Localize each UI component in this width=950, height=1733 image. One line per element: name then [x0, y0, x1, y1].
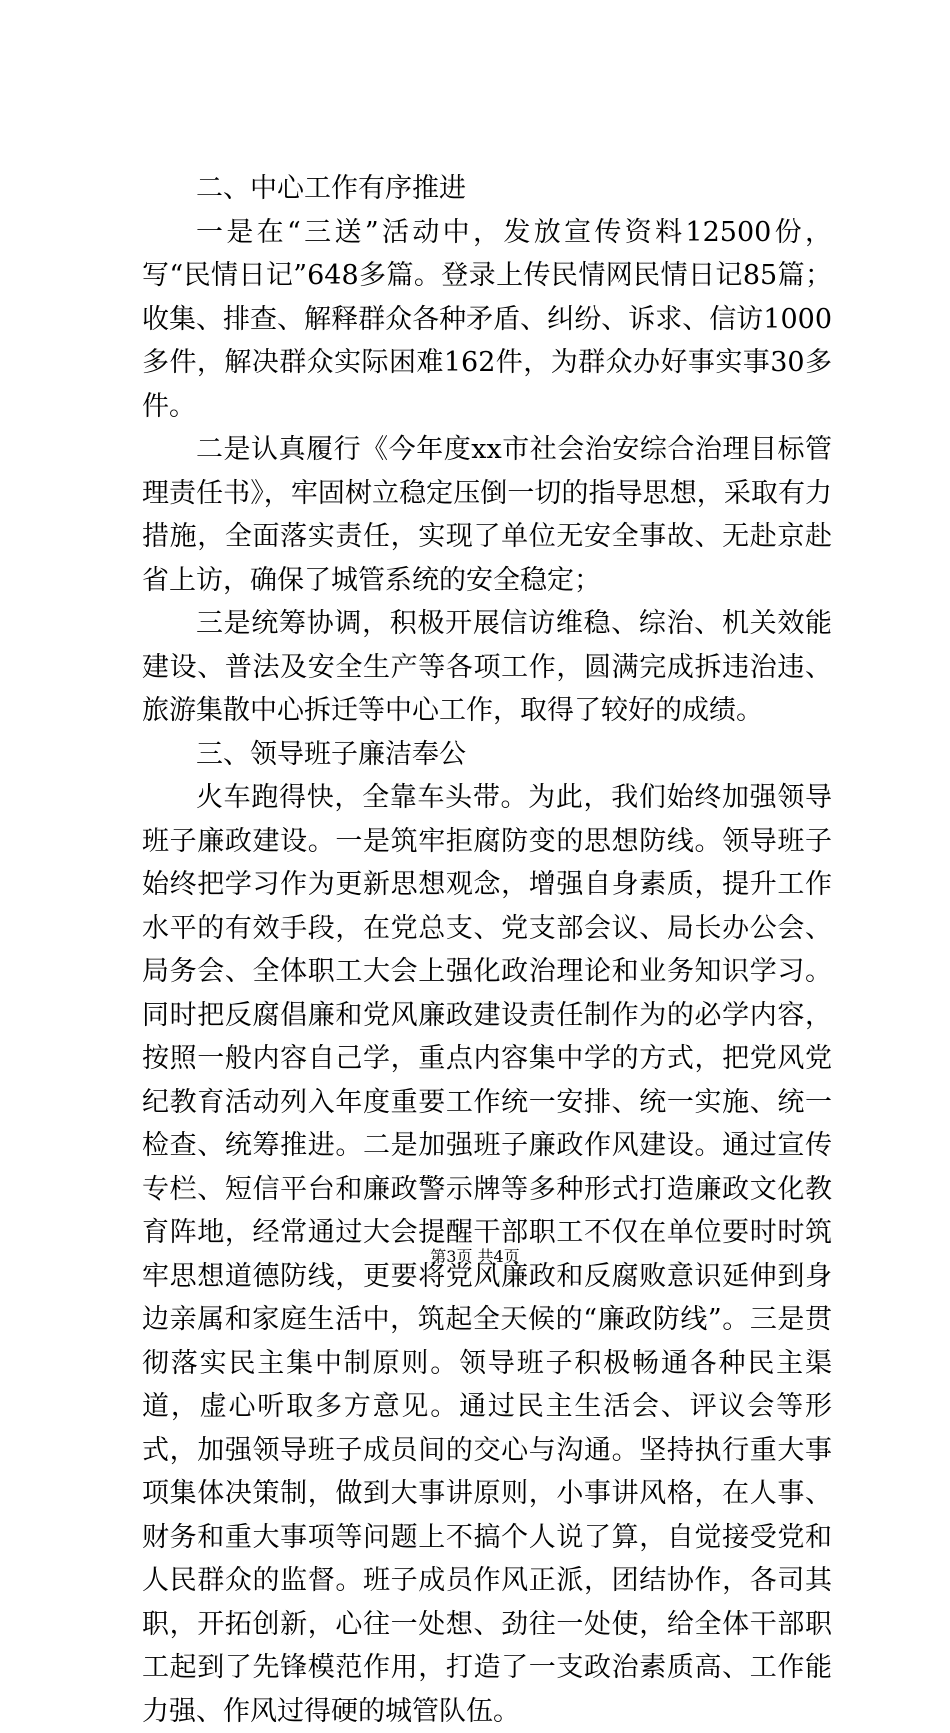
paragraph-three-deliveries: 一是在“三送”活动中，发放宣传资料12500份，写“民情日记”648多篇。登录上传民情网民情日记85篇；收集、排查、解释群众各种矛盾、纠纷、诉求、信访1000多件，解决群众实际困难162件，为群众办好事实事30多件。 — [142, 216, 832, 422]
paragraph-leadership-integrity: 火车跑得快，全靠车头带。为此，我们始终加强领导班子廉政建设。一是筑牢拒腐防变的思想防线。领导班子始终把学习作为更新思想观念，增强自身素质，提升工作水平的有效手段，在党总支、党支部会议、局长办公会、局务会、全体职工大会上强化政治理论和业务知识学习。同时把反腐倡廉和党风廉政建设责任制作为的必学内容，按照一般内容自己学，重点内容集中学的方式，把党风党纪教育活动列入年度重要工作统一安排、统一实施、统一检查、统筹推进。二是加强班子廉政作风建设。通过宣传专栏、短信平台和廉政警示牌等多种形式打造廉政文化教育阵地，经常通过大会提醒干部职工不仅在单位要时时筑牢思想道德防线，更要将党风廉政和反腐败意识延伸到身边亲属和家庭生活中，筑起全天候的“廉政防线”。三是贯彻落实民主集中制原则。领导班子积极畅通各种民主渠道，虚心听取多方意见。通过民主生活会、评议会等形式，加强领导班子成员间的交心与沟通。坚持执行重大事项集体决策制，做到大事讲原则，小事讲风格，在人事、财务和重大事项等问题上不搞个人说了算，自觉接受党和人民群众的监督。班子成员作风正派，团结协作，各司其职，开拓创新，心往一处想、劲往一处使，给全体干部职工起到了先锋模范作用，打造了一支政治素质高、工作能力强、作风过得硬的城管队伍。 — [142, 782, 832, 1727]
document-body — [142, 167, 832, 1733]
page-footer: 第3页 共4页 — [430, 1247, 520, 1266]
paragraph-public-security: 二是认真履行《今年度xx市社会治安综合治理目标管理责任书》，牢固树立稳定压倒一切的指导思想，采取有力措施，全面落实责任，实现了单位无安全事故、无赴京赴省上访，确保了城管系统的安全稳定； — [142, 434, 832, 596]
section-heading-leadership-integrity: 三、领导班子廉洁奉公 — [196, 738, 466, 770]
section-heading-central-work: 二、中心工作有序推进 — [196, 173, 466, 204]
paragraph-coordination: 三是统筹协调，积极开展信访维稳、综治、机关效能建设、普法及安全生产等各项工作，圆满完成拆违治违、旅游集散中心拆迁等中心工作，取得了较好的成绩。 — [142, 608, 832, 726]
